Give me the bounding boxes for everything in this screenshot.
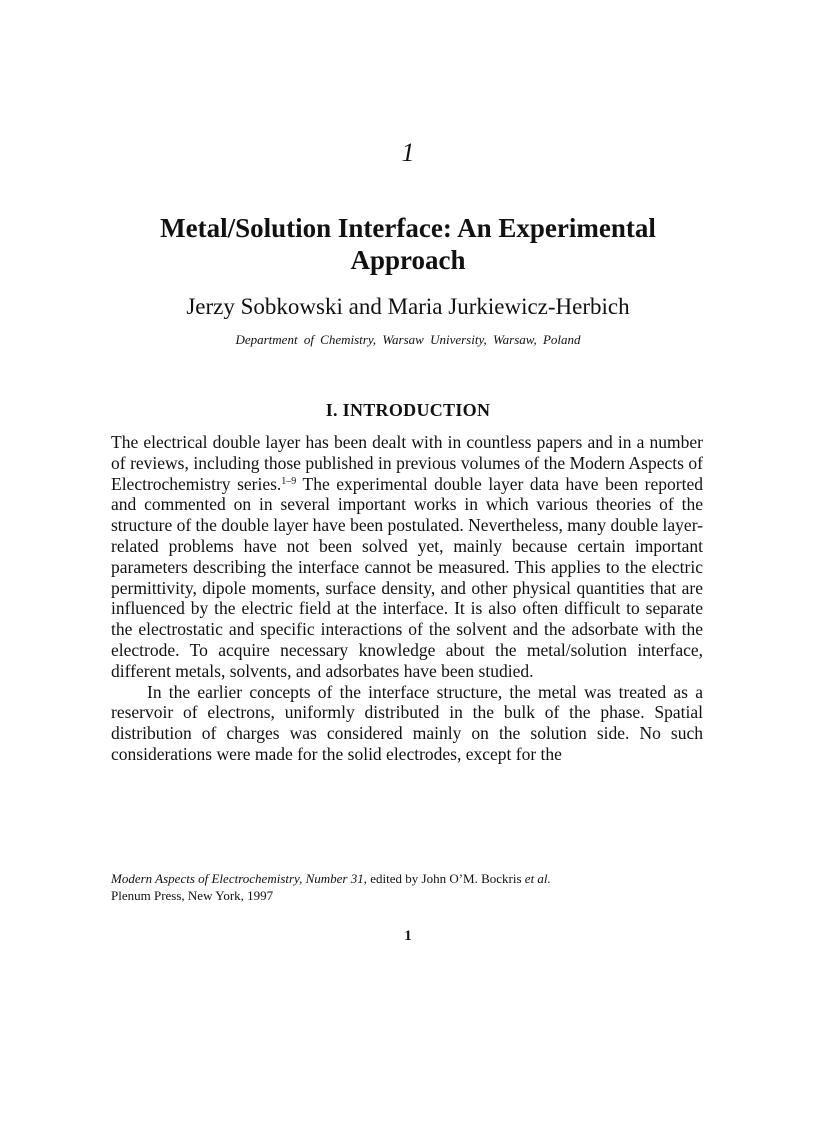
footnote <box>111 870 711 904</box>
footnote-et-al: et al. <box>524 871 551 886</box>
authors: Jerzy Sobkowski and Maria Jurkiewicz-Herbich <box>186 294 630 319</box>
footnote-edited-by: , edited by John O’M. Bockris <box>363 871 525 886</box>
chapter-number: 1 <box>401 138 415 167</box>
chapter-title: Metal/Solution Interface: An Experimental Approach <box>160 213 656 275</box>
paragraph-1-text: The electrical double layer has been dealt with in countless papers and in a number of reviews, including those published in previous volumes of the Modern Aspects of Electrochemistry series. <box>111 432 703 494</box>
body-text <box>111 432 703 765</box>
page-number: 1 <box>404 928 412 944</box>
paragraph-1 <box>111 432 703 682</box>
footnote-book-title: Modern Aspects of Electrochemistry, Number 31 <box>111 871 364 886</box>
paragraph-2: In the earlier concepts of the interface structure, the metal was treated as a reservoir of electrons, uniformly distributed in the bulk of the phase. Spatial distribution of charges was considered mainly on the solution side. No such considerations were made for the solid electrodes, except for the <box>111 681 703 764</box>
affiliation: Department of Chemistry, Warsaw University, Warsaw, Poland <box>235 332 581 347</box>
citation-superscript: 1–9 <box>281 475 297 487</box>
paragraph-1-text-continued: The experimental double layer data have been reported and commented on in several important works in which various theories of the structure of the double layer have been postulated. Nevertheless, many double layer-related problems have not been solved yet, mainly because certain important parameters describing the interface cannot be measured. This applies to the electric permittivity, dipole moments, surface density, and other physical quantities that are influenced by the electric field at the interface. It is also often difficult to separate the electrostatic and specific interactions of the solvent and the adsorbate with the electrode. To acquire necessary knowledge about the metal/solution interface, different metals, solvents, and adsorbates have been studied. <box>111 473 704 681</box>
footnote-publisher: Plenum Press, New York, 1997 <box>111 888 274 903</box>
footnote-citation-line <box>111 870 711 887</box>
section-heading: I. INTRODUCTION <box>325 400 491 420</box>
